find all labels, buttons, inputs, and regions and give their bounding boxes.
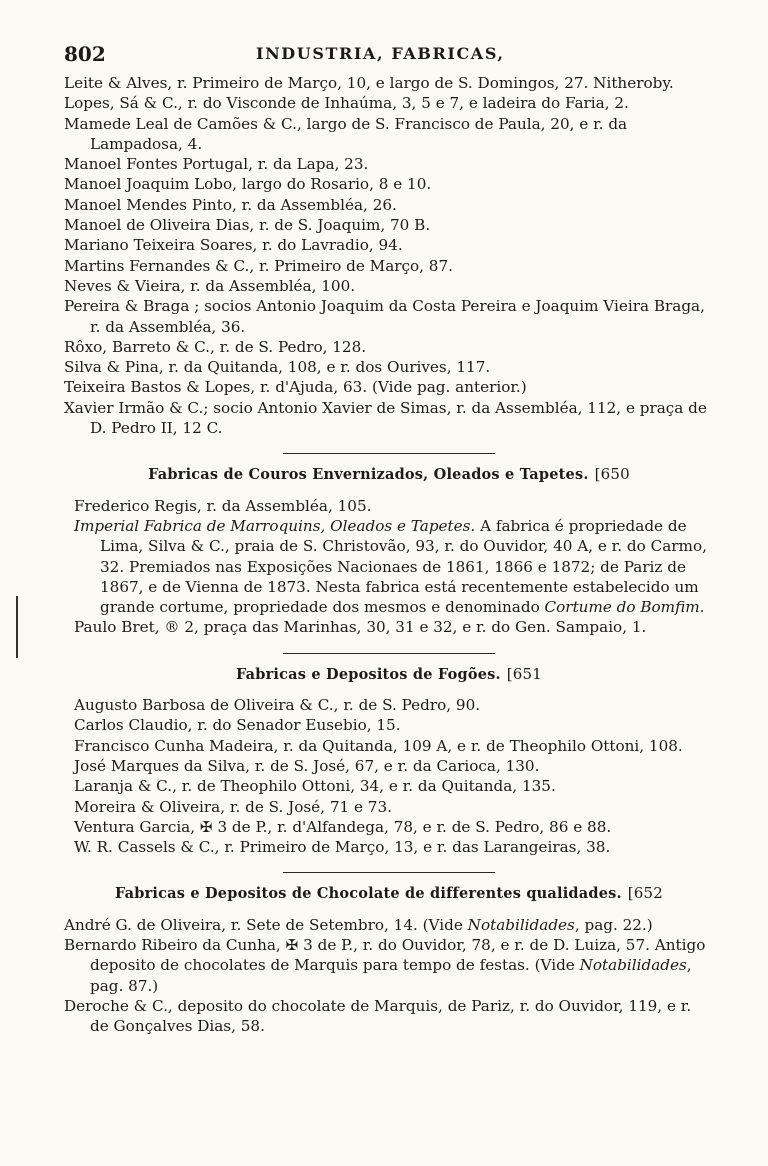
list-item [64, 935, 714, 996]
list-item: Martins Fernandes & C., r. Primeiro de Março, 87. [64, 256, 453, 275]
list-item: Ventura Garcia, ✠ 3 de P., r. d'Alfandega, 78, e r. de S. Pedro, 86 e 88. [74, 817, 612, 836]
section-title-text: Fabricas e Depositos de Chocolate de differentes qualidades. [114, 885, 622, 903]
entry-body: A fabrica é propriedade de Lima, Silva & C., praia de S. Christovão, 93, r. do Ouvidor, 40 A, e r. do Carmo, 32. Premiados nas Exposições Nacionaes de 1861, 1866 e 1872; de Pariz de 1867, e de Vienna de 1873. Nesta fabrica está recentemente estabelecido um grande cortume, propriedade dos mesmos e denominado [100, 516, 707, 617]
list-item: Mariano Teixeira Soares, r. do Lavradio, 94. [64, 236, 403, 255]
entry-text: André G. de Oliveira, r. Sete de Setembro, 14. (Vide [64, 915, 468, 934]
section-title-text: Fabricas e Depositos de Fogões. [235, 665, 501, 683]
section-title-fogoes [64, 664, 714, 685]
entry-ref: Notabilidades [579, 956, 687, 975]
entry-tail: Cortume do Bomfim. [544, 598, 705, 617]
section-title-chocolate [64, 883, 714, 904]
entry-text: , pag. 22.) [574, 915, 653, 934]
section-title-couros [64, 464, 714, 485]
list-item [64, 915, 714, 935]
section-number: [652 [627, 884, 664, 903]
list-item: Augusto Barbosa de Oliveira & C., r. de S. Pedro, 90. [74, 696, 481, 715]
entry-text: , pag. 87.) [90, 956, 692, 995]
list-item: Silva & Pina, r. da Quitanda, 108, e r. dos Ourives, 117. [64, 358, 491, 377]
margin-mark [16, 596, 18, 658]
list-item: Manoel de Oliveira Dias, r. de S. Joaquim, 70 B. [64, 216, 431, 235]
running-title: INDUSTRIA, FABRICAS, [256, 44, 505, 63]
list-item: Neves & Vieira, r. da Assembléa, 100. [64, 276, 356, 295]
section-title-text: Fabricas de Couros Envernizados, Oleados e Tapetes. [148, 466, 589, 484]
list-item: W. R. Cassels & C., r. Primeiro de Março, 13, e r. das Larangeiras, 38. [74, 838, 611, 857]
list-item: Frederico Regis, r. da Assembléa, 105. [74, 496, 372, 515]
page-header [64, 42, 714, 68]
list-item: Leite & Alves, r. Primeiro de Março, 10, e largo de S. Domingos, 27. Nitheroby. [64, 74, 674, 92]
list-item: Manoel Mendes Pinto, r. da Assembléa, 26. [64, 195, 397, 214]
page-body [64, 73, 714, 1036]
list-item: Rôxo, Barreto & C., r. de S. Pedro, 128. [64, 337, 367, 356]
list-item: Manoel Fontes Portugal, r. da Lapa, 23. [64, 155, 369, 174]
list-item: Moreira & Oliveira, r. de S. José, 71 e 73. [74, 797, 392, 816]
section-number: [651 [506, 664, 543, 683]
list-item [74, 516, 714, 617]
list-item: Xavier Irmão & C.; socio Antonio Xavier de Simas, r. da Assembléa, 112, e praça de D. Pedro II, 12 C. [64, 398, 707, 438]
list-item: Lopes, Sá & C., r. do Visconde de Inhaúma, 3, 5 e 7, e ladeira do Faria, 2. [64, 94, 629, 113]
list-item: Teixeira Bastos & Lopes, r. d'Ajuda, 63. (Vide pag. anterior.) [64, 378, 527, 397]
entry-ref: Notabilidades [467, 915, 575, 934]
section-number: [650 [594, 465, 630, 484]
list-item: Mamede Leal de Camões & C., largo de S. Francisco de Paula, 20, e r. da Lampadosa, 4. [64, 114, 628, 153]
list-item: Manoel Joaquim Lobo, largo do Rosario, 8 e 10. [64, 175, 432, 194]
page-number: 802 [64, 42, 106, 66]
list-item: Francisco Cunha Madeira, r. da Quitanda, 109 A, e r. de Theophilo Ottoni, 108. [74, 736, 683, 755]
entry-lead: Imperial Fabrica de Marroquins, Oleados e Tapetes. [74, 516, 476, 535]
list-item: Laranja & C., r. de Theophilo Ottoni, 34, e r. da Quitanda, 135. [74, 777, 556, 796]
list-item: Paulo Bret, ® 2, praça das Marinhas, 30, 31 e 32, e r. do Gen. Sampaio, 1. [74, 618, 647, 637]
entry-text: Bernardo Ribeiro da Cunha, ✠ 3 de P., r. do Ouvidor, 78, e r. de D. Luiza, 57. Antigo deposito de chocolates de Marquis para tempo de festas. (Vide [64, 935, 706, 975]
list-item: José Marques da Silva, r. de S. José, 67, e r. da Carioca, 130. [74, 756, 540, 775]
list-item: Pereira & Braga ; socios Antonio Joaquim da Costa Pereira e Joaquim Vieira Braga, r. da Assembléa, 36. [64, 297, 705, 336]
list-item: Carlos Claudio, r. do Senador Eusebio, 15. [74, 716, 401, 735]
list-item: Deroche & C., deposito do chocolate de Marquis, de Pariz, r. do Ouvidor, 119, e r. de Gonçalves Dias, 58. [64, 996, 692, 1036]
